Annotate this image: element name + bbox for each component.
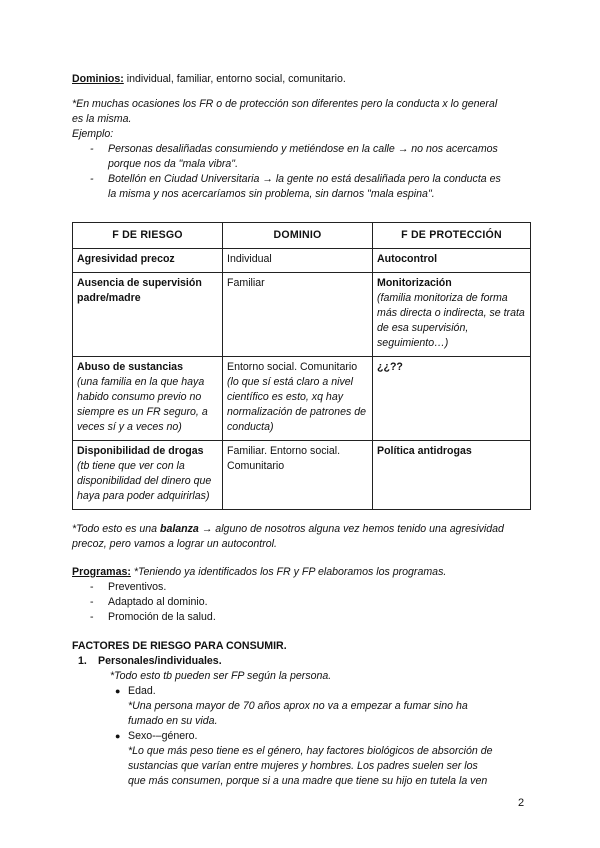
protection-cell [373,357,531,441]
bullet-line: *Una persona mayor de 70 años aprox no va a empezar a fumar sino ha [128,700,468,712]
programas-list [72,580,530,625]
risk-label: Abuso de sustancias [77,361,183,373]
bullet-label: Edad. [128,685,156,697]
risk-cell [73,273,223,357]
list-item [72,172,530,202]
dominios-line [72,72,530,87]
page-number: 2 [518,797,525,809]
table-row [73,273,531,357]
domain-cell [223,249,373,273]
note-block-2 [72,522,530,552]
dominios-text: individual, familiar, entorno social, comunitario. [123,73,346,85]
domain-label: Familiar [227,277,265,289]
example-label: Ejemplo: [72,128,114,140]
protection-cell [373,273,531,357]
example-1-line2: porque nos da "mala vibra". [108,158,239,170]
list-item [72,729,530,789]
header-protection: F DE PROTECCIÓN [373,223,531,249]
protection-label: ¿¿?? [377,361,403,373]
programas-text: *Teniendo ya identificados los FR y FP elaboramos los programas. [130,566,447,578]
list-item [72,142,530,172]
example-2-line1: Botellón en Ciudad Universitaria → la gente no está desaliñada pero la conducta es [108,173,501,185]
list-item [72,684,530,729]
list-item [72,654,530,669]
bullet-line: sustancias que varían entre mujeres y hombres. Los padres suelen ser los [128,760,478,772]
bullet-label: Sexo-–género. [128,730,198,742]
factores-block [72,639,530,789]
note1-line2: es la misma. [72,113,132,125]
document-page [72,72,530,789]
risk-note: (una familia en la que haya habido consumo previo no siempre es un FR seguro, a veces sí y a veces no) [77,376,208,433]
table-row [73,357,531,441]
factores-bullets [72,684,530,789]
example-2-line2: la misma y nos acercaríamos sin problema, sin darnos "mala espina". [108,188,435,200]
bullet-icon: ● [115,686,121,696]
list-item: - Preventivos. [72,580,530,595]
table-header-row [73,223,531,249]
bullet-icon: ● [115,731,121,741]
factores-list [72,654,530,669]
protection-label: Monitorización [377,277,452,289]
domain-cell [223,273,373,357]
bullet-line: fumado en su vida. [128,715,218,727]
protection-cell [373,441,531,510]
risk-protection-table [72,222,531,510]
item-note: *Todo esto tb pueden ser FP según la persona. [110,670,332,682]
risk-cell [73,441,223,510]
list-item: - Adaptado al dominio. [72,595,530,610]
programas-label: Programas: [72,566,131,578]
note2-line2: precoz, pero vamos a lograr un autocontrol. [72,538,277,550]
dominios-label: Dominios: [72,73,124,85]
risk-note: (tb tiene que ver con la disponibilidad del dinero que haya para poder adquirirlas) [77,460,212,502]
risk-cell [73,249,223,273]
header-domain: DOMINIO [223,223,373,249]
programas-block [72,565,530,625]
table-row [73,441,531,510]
note1-line1: *En muchas ocasiones los FR o de protección son diferentes pero la conducta x lo general [72,98,498,110]
bullet-line: que más consumen, porque si a una madre que tiene su hijo en tutela la ven [128,775,488,787]
balanza-line [72,522,530,537]
domain-label: Familiar. Entorno social. Comunitario [227,445,341,472]
note2-pre: *Todo esto es una [72,523,160,535]
risk-label: Ausencia de supervisión padre/madre [77,277,202,304]
section-title: FACTORES DE RIESGO PARA CONSUMIR. [72,640,287,652]
note2-bold: balanza [159,523,199,535]
risk-label: Agresividad precoz [77,253,175,265]
bullet-line: *Lo que más peso tiene es el género, hay factores biológicos de absorción de [128,745,493,757]
domain-label: Individual [227,253,272,265]
table-row [73,249,531,273]
risk-cell [73,357,223,441]
protection-cell [373,249,531,273]
protection-label: Autocontrol [377,253,438,265]
domain-note: (lo que sí está claro a nivel científico es esto, xq hay normalización de patrones de conducta) [227,376,366,433]
header-risk: F DE RIESGO [73,223,223,249]
item-label: Personales/individuales. [98,655,222,667]
protection-note: (familia monitoriza de forma más directa o indirecta, se trata de esa supervisión, seguimiento…) [377,292,525,349]
programas-line [72,565,530,580]
example-list [72,142,530,202]
domain-label: Entorno social. Comunitario [227,361,358,373]
example-1-line1: Personas desaliñadas consumiendo y metiéndose en la calle → no nos acercamos [108,143,498,155]
protection-label: Política antidrogas [377,445,472,457]
note2-post: → alguno de nosotros alguna vez hemos tenido una agresividad [198,523,504,535]
risk-label: Disponibilidad de drogas [77,445,204,457]
list-item: - Promoción de la salud. [72,610,530,625]
note-block-1 [72,97,530,202]
domain-cell [223,357,373,441]
list-number: 1. [78,655,87,667]
domain-cell [223,441,373,510]
